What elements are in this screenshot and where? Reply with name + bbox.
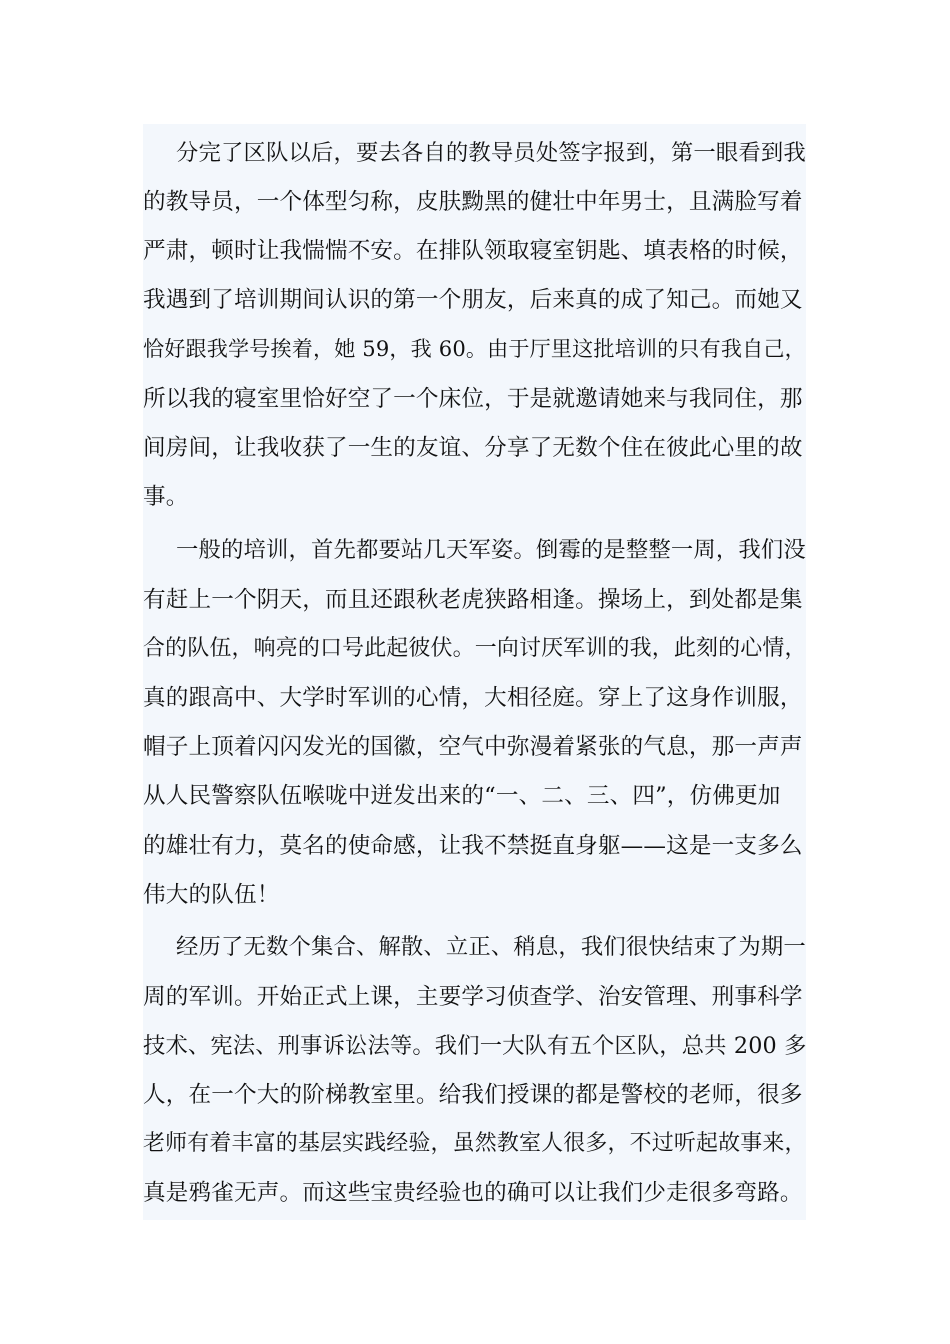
text-line: 有赶上一个阴天，而且还跟秋老虎狭路相逢。操场上，到处都是集 [143, 587, 803, 613]
text-line: 事。 [143, 484, 189, 510]
text-block [143, 124, 806, 1220]
text-line: 技术、宪法、刑事诉讼法等。我们一大队有五个区队，总共 200 多 [143, 1033, 807, 1059]
text-line: 一般的培训，首先都要站几天军姿。倒霉的是整整一周，我们没 [176, 537, 806, 563]
text-line: 真的跟高中、大学时军训的心情，大相径庭。穿上了这身作训服， [143, 685, 803, 711]
text-line: 帽子上顶着闪闪发光的国徽，空气中弥漫着紧张的气息，那一声声 [143, 734, 803, 760]
text-line: 间房间，让我收获了一生的友谊、分享了无数个住在彼此心里的故 [143, 435, 803, 461]
text-line: 老师有着丰富的基层实践经验，虽然教室人很多，不过听起故事来， [143, 1131, 807, 1156]
text-line: 经历了无数个集合、解散、立正、稍息，我们很快结束了为期一 [176, 934, 806, 960]
text-line: 从人民警察队伍喉咙中迸发出来的“一、二、三、四”，仿佛更加 [143, 783, 781, 809]
text-line: 人，在一个大的阶梯教室里。给我们授课的都是警校的老师，很多 [143, 1082, 803, 1108]
text-line: 的雄壮有力，莫名的使命感，让我不禁挺直身躯——这是一支多么 [143, 833, 803, 859]
text-line: 分完了区队以后，要去各自的教导员处签字报到，第一眼看到我 [176, 140, 806, 166]
text-line: 所以我的寝室里恰好空了一个床位，于是就邀请她来与我同住，那 [143, 386, 803, 412]
text-line: 真是鸦雀无声。而这些宝贵经验也的确可以让我们少走很多弯路。 [143, 1180, 803, 1206]
text-line: 伟大的队伍！ [143, 882, 280, 908]
text-line: 恰好跟我学号挨着，她 59，我 60。由于厅里这批培训的只有我自己， [143, 336, 806, 361]
text-line: 的教导员，一个体型匀称，皮肤黝黑的健壮中年男士，且满脸写着 [143, 189, 803, 215]
text-line: 我遇到了培训期间认识的第一个朋友，后来真的成了知己。而她又 [143, 287, 803, 313]
text-line: 周的军训。开始正式上课，主要学习侦查学、治安管理、刑事科学 [143, 984, 803, 1010]
text-line: 合的队伍，响亮的口号此起彼伏。一向讨厌军训的我，此刻的心情， [143, 636, 807, 661]
text-line: 严肃，顿时让我惴惴不安。在排队领取寝室钥匙、填表格的时候， [143, 238, 803, 264]
